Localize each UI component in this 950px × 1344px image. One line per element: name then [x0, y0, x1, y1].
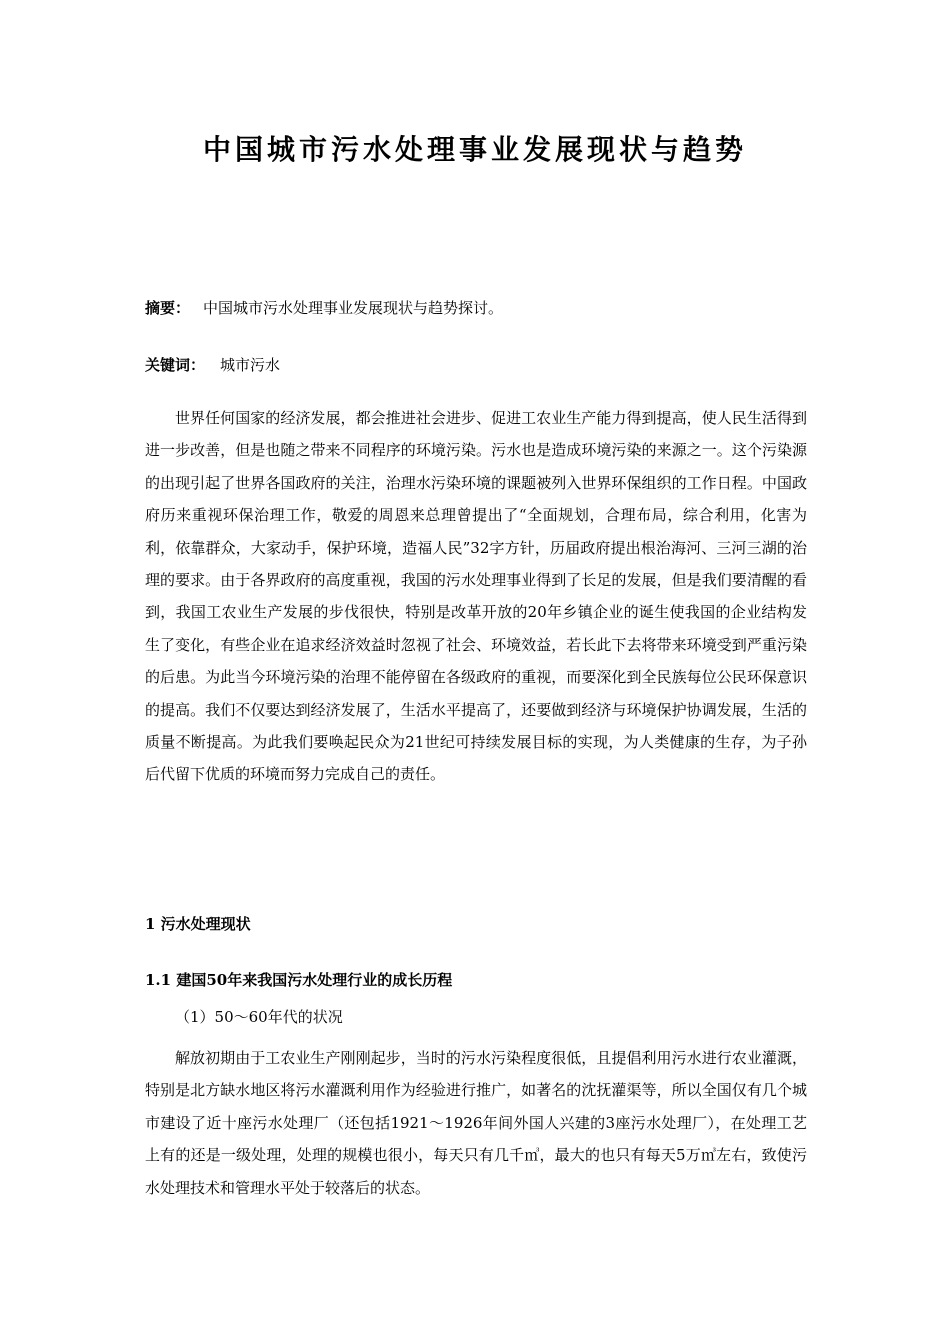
section-1-heading: 1 污水处理现状 [145, 915, 251, 933]
keywords-line [145, 353, 280, 377]
section-1-1-heading: 1.1 建国50年来我国污水处理行业的成长历程 [145, 971, 453, 989]
keywords-label: 关键词： [145, 356, 206, 374]
abstract-label: 摘要： [145, 299, 191, 317]
abstract-text: 中国城市污水处理事业发展现状与趋势探讨。 [203, 299, 504, 317]
subsection-label: （1）50～60年代的状况 [175, 1008, 343, 1026]
keywords-text: 城市污水 [220, 356, 281, 374]
document-title: 中国城市污水处理事业发展现状与趋势 [202, 133, 747, 166]
subsection-paragraph: 解放初期由于工农业生产刚刚起步，当时的污水污染程度很低，且提倡利用污水进行农业灌溉，特别是北方缺水地区将污水灌溉利用作为经验进行推广，如著名的沈抚灌渠等，所以全国仅有几个城市建设了近十座污水处理厂（还包括1921～1926年间外国人兴建的3座污水处理厂），在处理工艺上有的还是一级处理，处理的规模也很小，每天只有几千㎥，最大的也只有每天5万㎥左右，致使污水处理技术和管理水平处于较落后的状态。 [145, 1049, 807, 1197]
intro-paragraph: 世界任何国家的经济发展，都会推进社会进步、促进工农业生产能力得到提高，使人民生活得到进一步改善，但是也随之带来不同程序的环境污染。污水也是造成环境污染的来源之一。这个污染源的出现引起了世界各国政府的关注，治理水污染环境的课题被列入世界环保组织的工作日程。中国政府历来重视环保治理工作，敬爱的周恩来总理曾提出了“全面规划，合理布局，综合利用，化害为利，依靠群众，大家动手，保护环境，造福人民”32字方针，历届政府提出根治海河、三河三湖的治理的要求。由于各界政府的高度重视，我国的污水处理事业得到了长足的发展，但是我们要清醒的看到，我国工农业生产发展的步伐很快，特别是改革开放的20年乡镇企业的诞生使我国的企业结构发生了变化，有些企业在追求经济效益时忽视了社会、环境效益，若长此下去将带来环境受到严重污染的后患。为此当今环境污染的治理不能停留在各级政府的重视，而要深化到全民族每位公民环保意识的提高。我们不仅要达到经济发展了，生活水平提高了，还要做到经济与环境保护协调发展，生活的质量不断提高。为此我们要唤起民众为21世纪可持续发展目标的实现，为人类健康的生存，为子孙后代留下优质的环境而努力完成自己的责任。 [145, 409, 807, 784]
abstract-line [145, 296, 503, 320]
